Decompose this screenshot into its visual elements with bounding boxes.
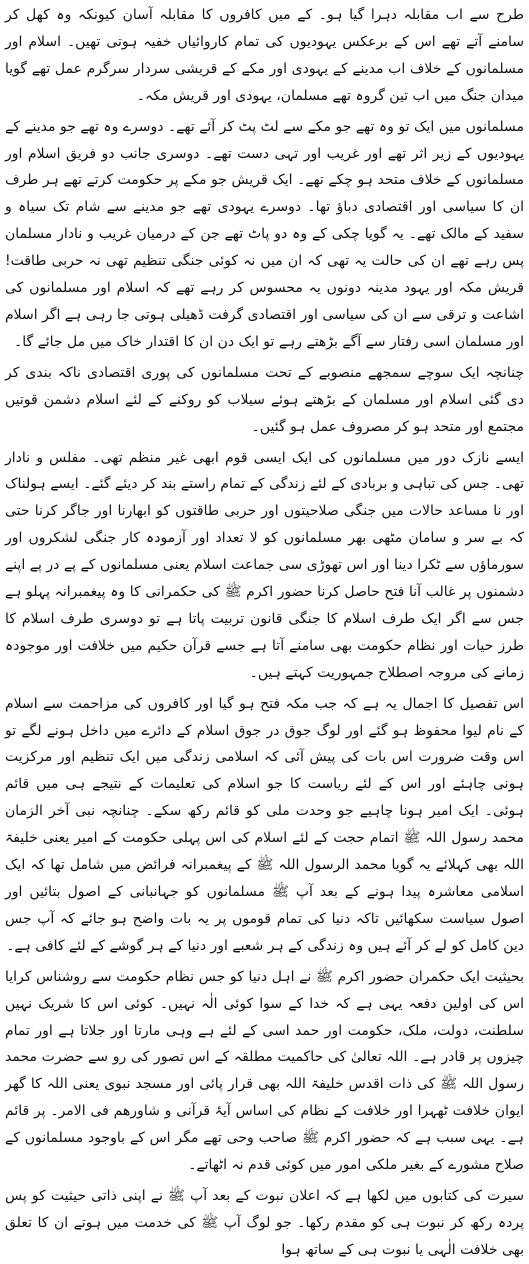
paragraph-5: اس تفصیل کا اجمال یہ ہے کہ جب مکہ فتح ہو گیا اور کافروں کی مزاحمت سے اسلام کے نام لیوا محفوظ ہو گئے اور لوگ جوق در جوق اسلام کے دائرے میں داخل ہونے لگے تو اس وقت ضرورت اس بات کی پیش آئی کہ اسلامی زندگی میں ایک تنظیم اور مرکزیت ہونی چاہئے اور اس کے لئے ریاست کا جو اسلام کی تعلیمات کے نتیجے ہی میں قائم ہوئی۔ ایک امیر ہونا چاہیے جو وحدت ملی کو قائم رکھ سکے۔ چنانچہ نبی آخر الزمان محمد رسول اللہ ﷺ اتمام حجت کے لئے اسلام کی اس پہلی حکومت کے امیر یعنی خلیفۃ اللہ بھی کہلائے یہ گویا محمد الرسول اللہ ﷺ کے پیغمبرانہ فرائض میں شامل تھا کہ ایک اسلامی معاشرہ پیدا ہونے کے بعد آپ ﷺ مسلمانوں کو جہانبانی کے اصول بتائیں اور اصول سیاست سکھائیں تاکہ دنیا کی تمام قوموں پر یہ بات واضح ہو جائے کہ آپ جس دین کامل کو لے کر آئے ہیں وہ زندگی کے ہر شعبے اور دنیا کے ہر گوشے کے لئے کافی ہے۔: [5, 695, 524, 954]
paragraph-7: سیرت کی کتابوں میں لکھا ہے کہ اعلان نبوت کے بعد آپ ﷺ نے اپنی ذاتی حیثیت کو پس پردہ رکھ کر نبوت ہی کو مقدم رکھا۔ جو لوگ آپ ﷺ کی خدمت میں ہوتے ان کا تعلق بھی خلافت الٰہی یا نبوت ہی کے ساتھ ہوا: [5, 1187, 524, 1258]
paragraph-6: بحیثیت ایک حکمران حضور اکرم ﷺ نے اہل دنیا کو جس نظام حکومت سے روشناس کرایا اس کی اولین دفعہ یہی ہے کہ خدا کے سوا کوئی الٰہ نہیں۔ کوئی اس کا شریک نہیں سلطنت، دولت، ملک، حکومت اور حمد اسی کے لئے ہے وہی مارتا اور جلاتا ہے اور تمام چیزوں پر قادر ہے۔ اللہ تعالیٰ کی حاکمیت مطلقہ کے اس تصور کی رو سے حضرت محمد رسول اللہ ﷺ کی ذات اقدس خلیفۃ اللہ بھی قرار پائی اور مسجد نبوی یعنی اللہ کا گھر ایوان خلافت ٹھہرا اور خلافت کے نظام کی اساس آیۂ قرآنی و شاورھم فی الامر۔ پر قائم ہے۔ یہی سبب ہے کہ حضور اکرم ﷺ صاحب وحی تھے مگر اس کے باوجود مسلمانوں کے صلاح مشورے کے بغیر ملکی امور میں کوئی قدم نہ اٹھاتے۔: [5, 968, 524, 1174]
paragraph-3: چنانچہ ایک سوچے سمجھے منصوبے کے تحت مسلمانوں کی پوری اقتصادی ناکہ بندی کر دی گئی اسلام اور مسلمان کے بڑھتے ہوئے سیلاب کو روکنے کے لئے اسلام دشمن قوتیں مجتمع اور متحد ہو کر مصروف عمل ہو گئیں۔: [5, 364, 524, 435]
paragraph-4: ایسے نازک دور میں مسلمانوں کی ایک ایسی قوم ابھی غیر منظم تھی۔ مفلس و نادار تھی۔ جس کی تباہی و بربادی کے لئے زندگی کے تمام راستے بند کر دیئے گئے۔ ایسے ہولناک اور نا مساعد حالات میں جنگی صلاحیتوں اور حربی طاقتوں کو ابھارنا اور جاگر کرنا حتی کہ بے سر و سامان مٹھی بھر مسلمانوں کو لا تعداد اور آزمودہ کار جنگی لشکروں اور سورماؤں سے ٹکرا دینا اور اس تھوڑی سی جماعت اسلام یعنی مسلمانوں کے پے در پے اپنے دشمنوں پر غالب آنا فتح حاصل کرنا حضور اکرم ﷺ کی حکمرانی کا وہ پیغمبرانہ پہلو ہے جس سے اگر ایک طرف اسلام کا جنگی قانون تربیت پاتا ہے تو دوسری طرف اسلام کا طرز حیات اور نظام حکومت بھی سامنے آتا ہے جسے قرآن حکیم میں خلافت اور موجودہ زمانے کی مروجہ اصطلاح جمہوریت کہتے ہیں۔: [5, 449, 524, 681]
paragraph-2: مسلمانوں میں ایک تو وہ تھے جو مکے سے لٹ پٹ کر آئے تھے۔ دوسرے وہ تھے جو مدینے کے یہودیوں کے زیر اثر تھے اور غریب اور تہی دست تھے۔ دوسری جانب دو فریق اسلام اور مسلمانوں کے خلاف متحد ہو چکے تھے۔ ایک قریش جو مکے پر حکومت کرتے تھے ہر طرف ان کا سیاسی اور اقتصادی دباؤ تھا۔ دوسرے یہودی تھے جو مدینے سے شام تک سیاہ و سفید کے مالک تھے۔ یہ گویا چکی کے وہ دو پاٹ تھے جن کے درمیان غریب و نادار مسلمان پس رہے تھے ان کی حالت یہ تھی کہ ان میں نہ کوئی جنگی تنظیم تھی نہ حربی طاقت! قریش مکہ اور یہود مدینہ دونوں یہ محسوس کر رہے تھے کہ اسلام اور مسلمانوں کی اشاعت و ترقی سے ان کی سیاسی اور اقتصادی گرفت ڈھیلی ہوتی جا رہی ہے اگر اسلام اور مسلمان اسی رفتار سے آگے بڑھتے رہے تو ایک دن ان کا اقتدار خاک میں مل جائے گا۔: [5, 118, 524, 350]
paragraph-1: طرح سے اب مقابلہ دہرا گیا ہو۔ کے میں کافروں کا مقابلہ آسان کیونکہ وہ کھل کر سامنے آتے تھے اس کے برعکس یہودیوں کی تمام کاروائیاں خفیہ ہوتی تھیں۔ اسلام اور مسلمانوں کے خلاف اب مدینے کے یہودی اور مکے کے قریشی سردار سرگرم عمل تھے گویا میدان جنگ میں اب تین گروہ تھے مسلمان، یہودی اور قریش مکہ۔: [5, 7, 524, 104]
